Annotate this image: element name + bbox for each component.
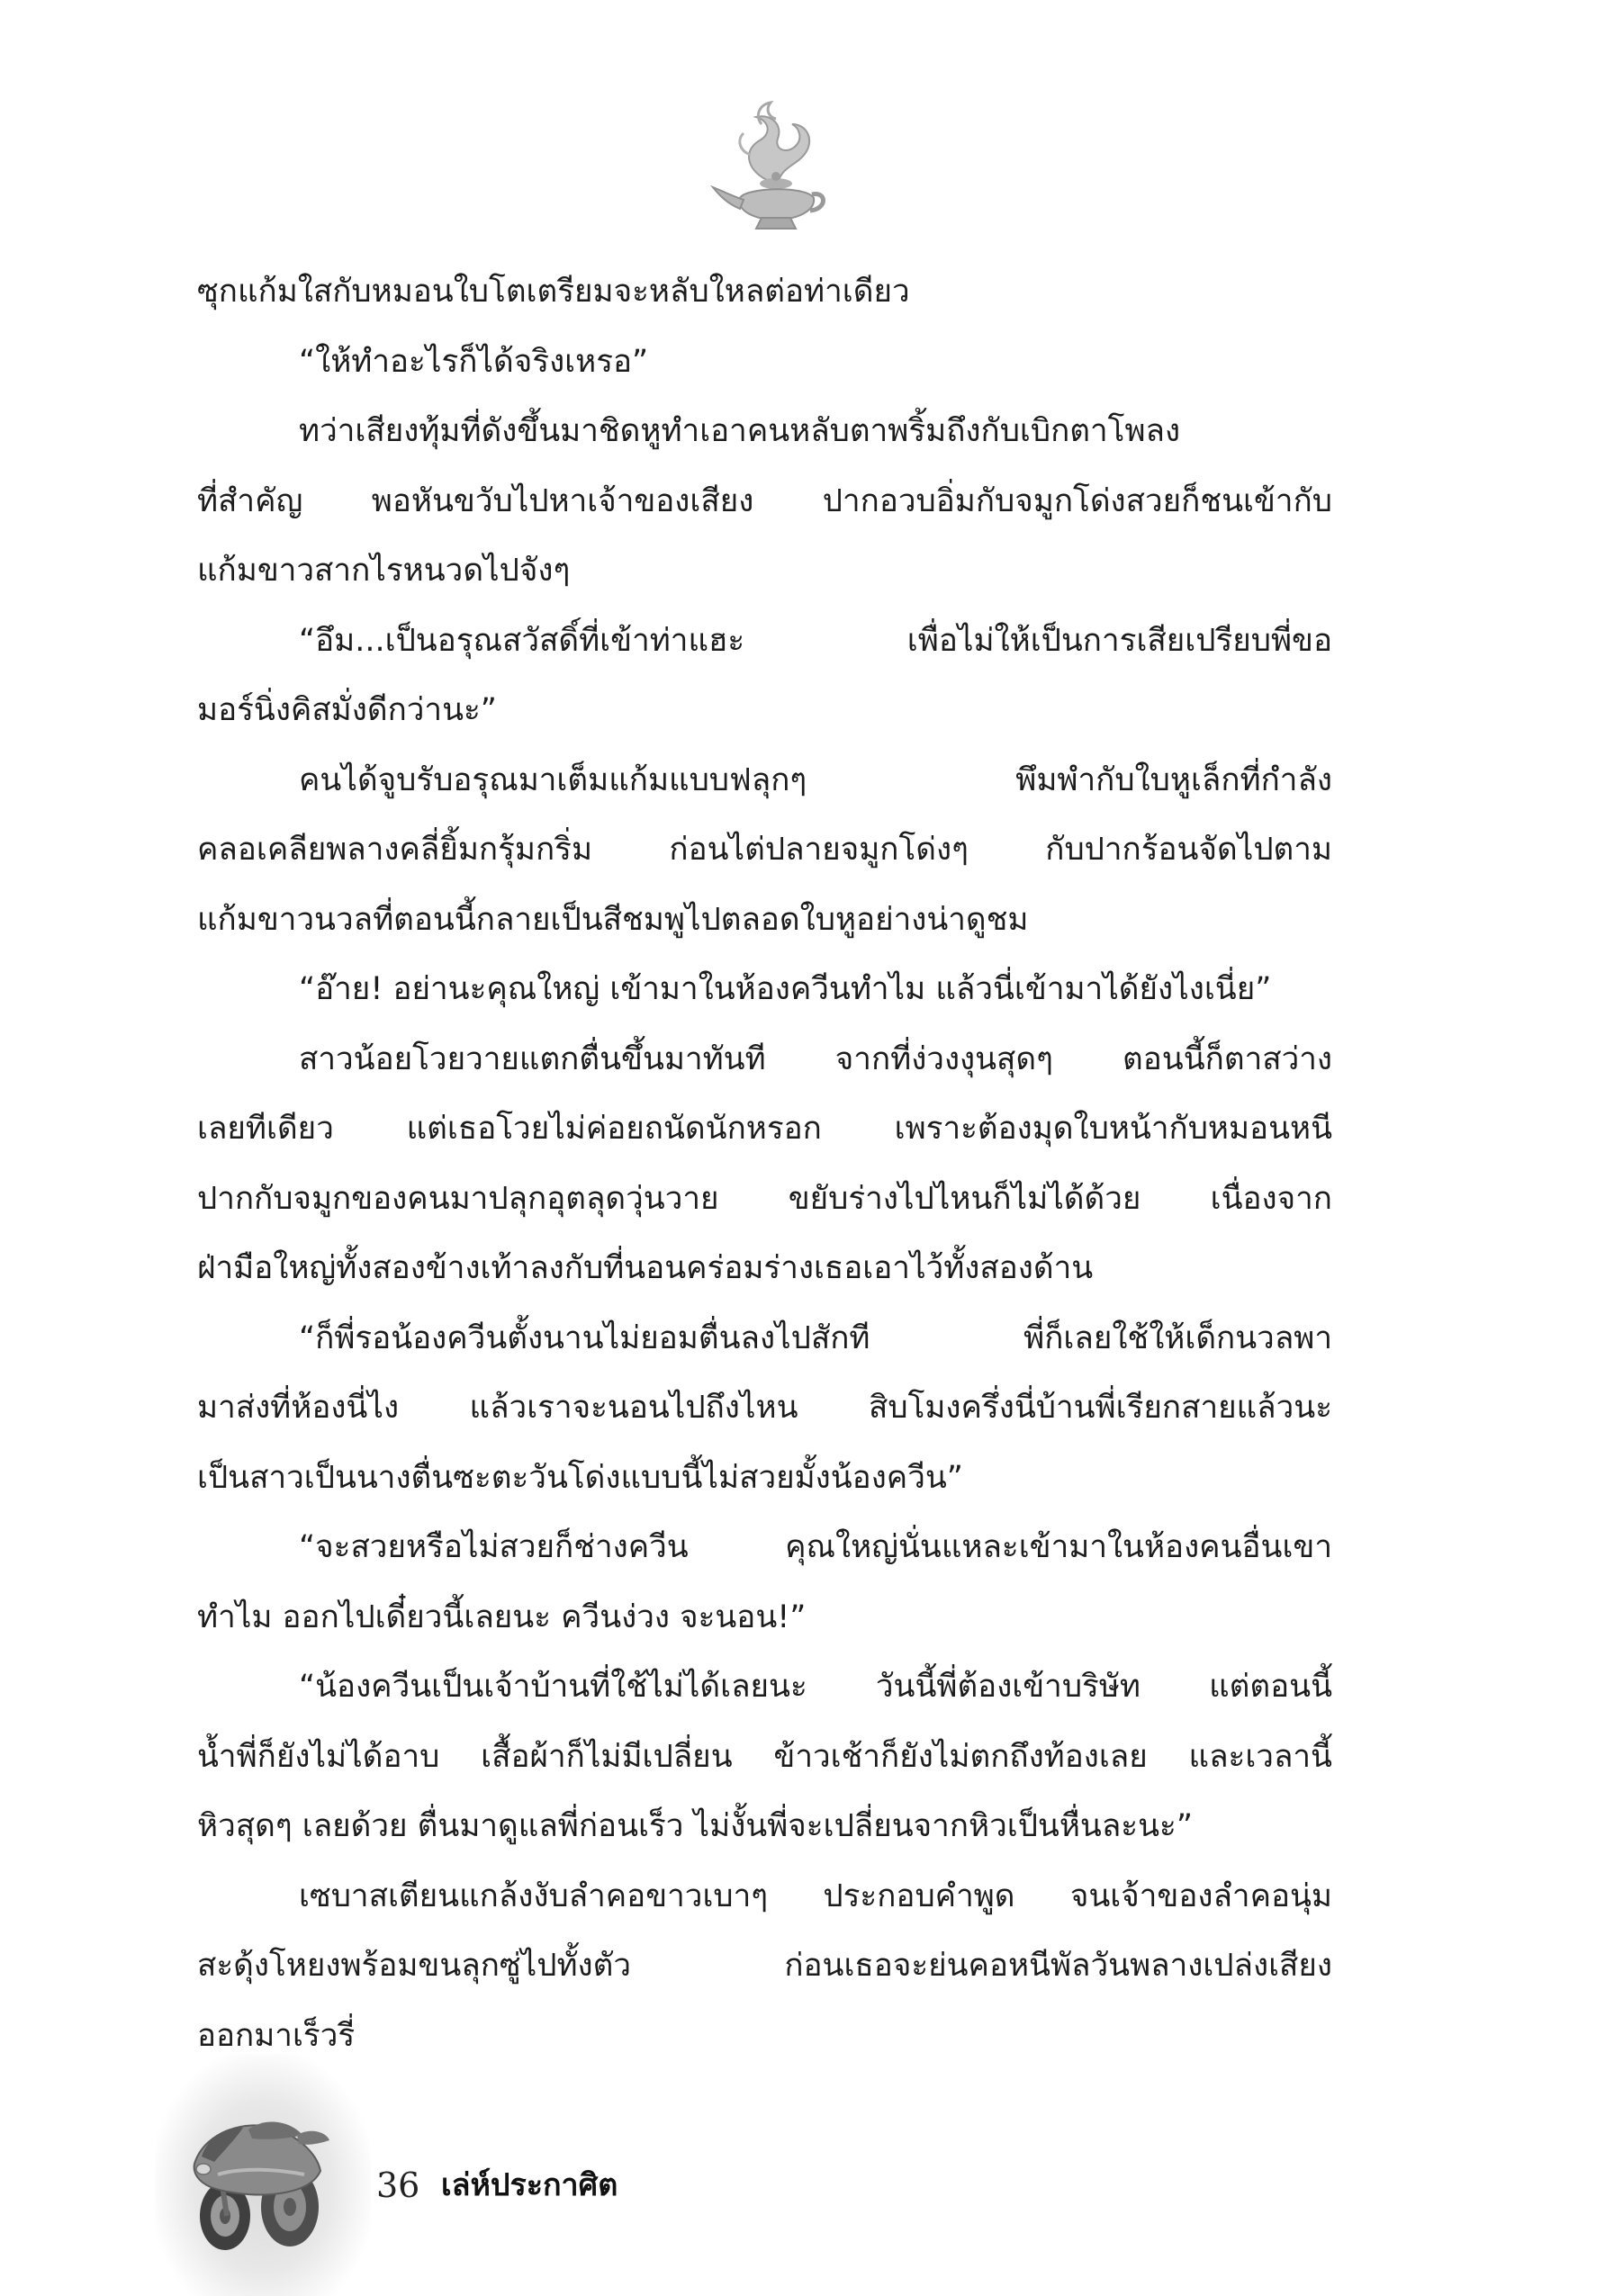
motorcycle-icon (178, 2081, 333, 2257)
text-line: เป็นสาวเป็นนางตื่นซะตะวันโด่งแบบนี้ไม่สวยมั้งน้องควีน” (197, 1459, 963, 1496)
text-line: เซบาสเตียนแกล้งงับลำคอขาวเบาๆ ประกอบคำพูด จนเจ้าของลำคอนุ่ม (299, 1877, 1332, 1914)
text-line: “ก็พี่รอน้องควีนตั้งนานไม่ยอมตื่นลงไปสักที พี่ก็เลยใช้ให้เด็กนวลพา (299, 1319, 1332, 1356)
page-number: 36 (376, 2165, 420, 2205)
paragraph (197, 1304, 1332, 1514)
text-line: “จะสวยหรือไม่สวยก็ช่างควีน คุณใหญ่นั่นแหละเข้ามาในห้องคนอื่นเขา (299, 1529, 1332, 1565)
paragraph (197, 1513, 1332, 1652)
genie-lamp-icon (709, 97, 828, 238)
text-line: ทำไม ออกไปเดี๋ยวนี้เลยนะ ควีนง่วง จะนอน!” (197, 1598, 807, 1635)
text-line: หิวสุดๆ เลยด้วย ตื่นมาดูแลพี่ก่อนเร็ว ไม่งั้นพี่จะเปลี่ยนจากหิวเป็นหื่นละนะ” (197, 1808, 1193, 1844)
paragraph (197, 607, 1332, 746)
text-line: มอร์นิ่งคิสมั่งดีกว่านะ” (197, 692, 497, 728)
paragraph (197, 1652, 1332, 1862)
paragraph (197, 1862, 1332, 2072)
text-line: คลอเคลียพลางคลี่ยิ้มกรุ้มกริ่ม ก่อนไต่ปลายจมูกโด่งๆ กับปากร้อนจัดไปตาม (197, 832, 1332, 868)
text-line: สาวน้อยโวยวายแตกตื่นขึ้นมาทันที จากที่ง่วงงุนสุดๆ ตอนนี้ก็ตาสว่าง (299, 1040, 1332, 1077)
text-line: “อึม...เป็นอรุณสวัสดิ์ที่เข้าท่าแฮะ เพื่อไม่ให้เป็นการเสียเปรียบพี่ขอ (299, 622, 1332, 659)
text-line: สะดุ้งโหยงพร้อมขนลุกซู่ไปทั้งตัว ก่อนเธอจะย่นคอหนีพัลวันพลางเปล่งเสียง (197, 1948, 1332, 1984)
text-line: ทว่าเสียงทุ้มที่ดังขึ้นมาชิดหูทำเอาคนหลับตาพริ้มถึงกับเบิกตาโพลง (299, 413, 1181, 449)
text-line: แก้มขาวสากไรหนวดไปจังๆ (197, 553, 571, 589)
paragraph (197, 746, 1332, 956)
text-line: ปากกับจมูกของคนมาปลุกอุตลุดวุ่นวาย ขยับร่างไปไหนก็ไม่ได้ด้วย เนื่องจาก (197, 1180, 1332, 1217)
text-line: ที่สำคัญ พอหันขวับไปหาเจ้าของเสียง ปากอวบอิ่มกับจมูกโด่งสวยก็ชนเข้ากับ (197, 482, 1332, 519)
text-line: มาส่งที่ห้องนี่ไง แล้วเราจะนอนไปถึงไหน สิบโมงครึ่งนี่บ้านพี่เรียกสายแล้วนะ (197, 1390, 1332, 1426)
text-line: คนได้จูบรับอรุณมาเต็มแก้มแบบฟลุกๆ พึมพำกับใบหูเล็กที่กำลัง (299, 761, 1332, 798)
text-line: ฝ่ามือใหญ่ทั้งสองข้างเท้าลงกับที่นอนคร่อมร่างเธอเอาไว้ทั้งสองด้าน (197, 1250, 1094, 1286)
paragraph (197, 1025, 1332, 1304)
paragraph (197, 257, 1332, 328)
book-title: เล่ห์ประกาศิต (441, 2167, 618, 2203)
text-line: “ให้ทำอะไรก็ได้จริงเหรอ” (299, 343, 649, 380)
text-line: “อ๊าย! อย่านะคุณใหญ่ เข้ามาในห้องควีนทำไม แล้วนี่เข้ามาได้ยังไงเนี่ย” (299, 971, 1272, 1007)
text-line: “น้องควีนเป็นเจ้าบ้านที่ใช้ไม่ได้เลยนะ วันนี้พี่ต้องเข้าบริษัท แต่ตอนนี้ (299, 1669, 1332, 1705)
text-line: เลยทีเดียว แต่เธอโวยไม่ค่อยถนัดนักหรอก เพราะต้องมุดใบหน้ากับหมอนหนี (197, 1111, 1332, 1147)
text-line: น้ำพี่ก็ยังไม่ได้อาบ เสื้อผ้าก็ไม่มีเปลี่ยน ข้าวเช้าก็ยังไม่ตกถึงท้องเลย และเวลานี้ (197, 1738, 1332, 1775)
text-line: ออกมาเร็วรี่ (197, 2017, 356, 2054)
paragraph (197, 955, 1332, 1025)
paragraph (197, 397, 1332, 607)
text-line: แก้มขาวนวลที่ตอนนี้กลายเป็นสีชมพูไปตลอดใบหูอย่างน่าดูชม (197, 901, 1029, 938)
text-line: ซุกแก้มใสกับหมอนใบโตเตรียมจะหลับใหลต่อท่าเดียว (197, 274, 910, 310)
paragraph (197, 328, 1332, 398)
body-text (197, 257, 1332, 2071)
